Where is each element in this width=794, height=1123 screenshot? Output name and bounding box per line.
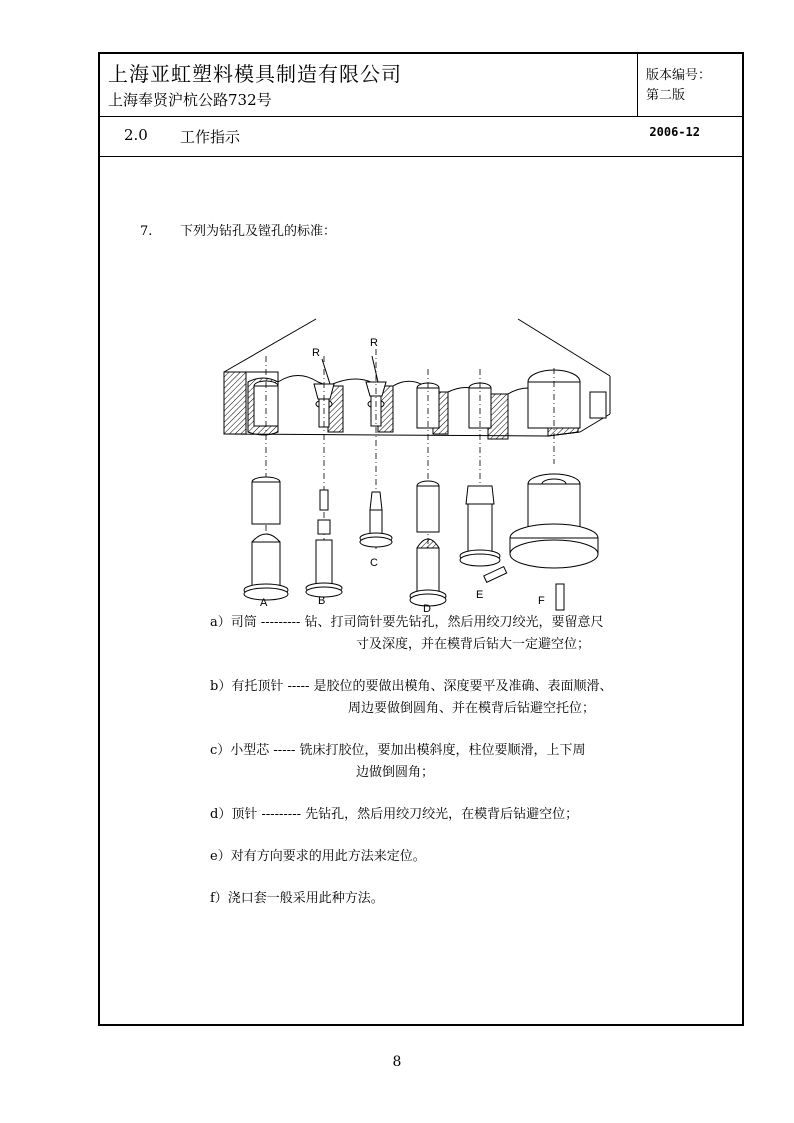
note-b	[210, 676, 613, 720]
part-f	[510, 474, 598, 610]
label-r1: R	[312, 347, 320, 359]
section-date: 2006-12	[649, 125, 700, 139]
version-label: 版本编号：	[646, 68, 712, 83]
note-d-line1: d）顶针 --------- 先钻孔，然后用绞刀绞光，在模背后钻避空位；	[210, 807, 579, 822]
header-divider	[637, 54, 638, 116]
cutter-tools	[314, 356, 386, 427]
page-number: 8	[392, 1054, 402, 1070]
center-lines	[266, 349, 554, 604]
section-header	[100, 116, 742, 157]
item-text: 下列为钻孔及镗孔的标准：	[180, 224, 337, 239]
note-b-line1: b）有托顶针 ----- 是胶位的要做出模角、深度要平及准确、表面顺滑、	[210, 679, 613, 694]
header	[100, 54, 742, 117]
note-e	[210, 846, 613, 868]
label-c: C	[370, 557, 378, 569]
label-b: B	[318, 595, 326, 607]
label-f: F	[538, 595, 545, 607]
section-title: 工作指示	[180, 128, 241, 146]
part-b	[306, 490, 342, 597]
part-a	[244, 477, 288, 600]
label-r2: R	[370, 337, 378, 349]
part-e	[460, 486, 507, 582]
part-c	[360, 492, 392, 547]
item-heading	[140, 220, 336, 239]
note-c-line2: 边做倒圆角；	[356, 765, 435, 780]
note-a	[210, 612, 613, 656]
label-e: E	[476, 589, 484, 601]
note-c-line1: c）小型芯 ----- 铣床打胶位，要加出模斜度，柱位要顺滑，上下周	[210, 743, 586, 758]
document-frame	[98, 52, 744, 1026]
notes-list	[210, 612, 613, 930]
part-d	[410, 481, 446, 606]
company-address: 上海奉贤沪杭公路732号	[108, 91, 272, 109]
note-c	[210, 740, 613, 784]
company-name: 上海亚虹塑料模具制造有限公司	[108, 62, 402, 86]
note-f	[210, 888, 613, 910]
bores	[254, 370, 606, 428]
label-d: D	[423, 603, 431, 615]
label-a: A	[260, 597, 268, 609]
drilling-illustration	[218, 264, 648, 615]
note-a-line2: 寸及深度，并在模背后钻大一定避空位；	[356, 637, 591, 652]
note-f-line1: f）浇口套一般采用此种方法。	[210, 891, 384, 906]
note-b-line2: 周边要做倒圆角、并在模背后钻避空托位；	[348, 701, 596, 716]
note-e-line1: e）对有方向要求的用此方法来定位。	[210, 849, 426, 864]
note-a-line1: a）司筒 --------- 钻、打司筒针要先钻孔，然后用绞刀绞光，要留意尺	[210, 615, 604, 630]
section-number: 2.0	[124, 126, 148, 144]
note-d	[210, 804, 613, 826]
version-value: 第二版	[646, 88, 686, 103]
item-number: 7.	[140, 224, 153, 239]
